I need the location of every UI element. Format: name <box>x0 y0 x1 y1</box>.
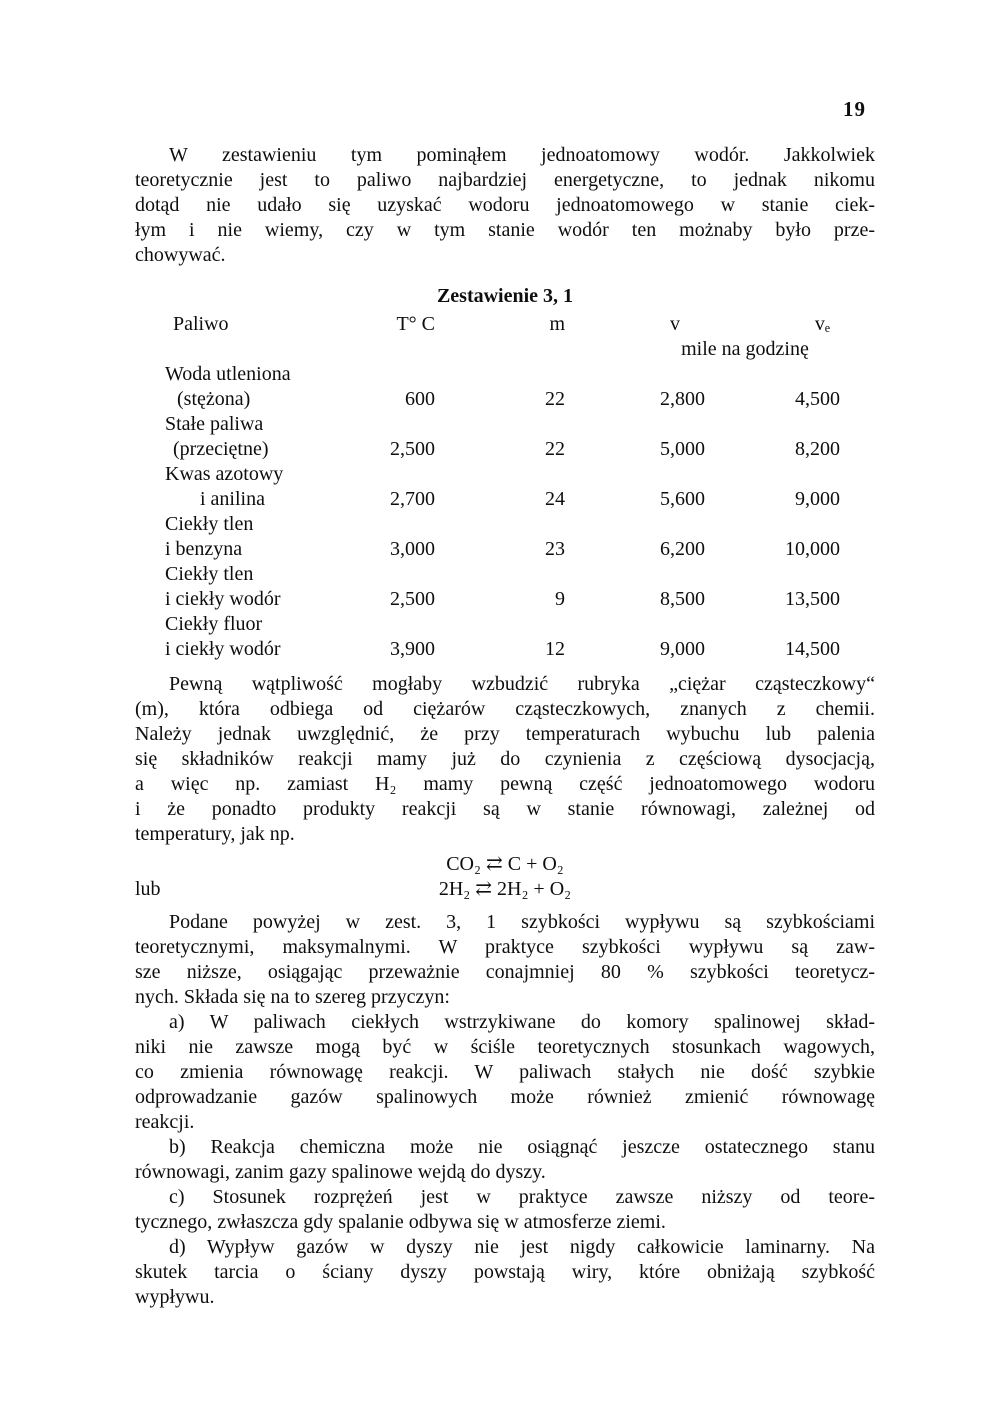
cell-v: 6,200 <box>660 538 705 560</box>
text-line: W zestawieniu tym pominąłem jednoatomowy wodór. Jakkolwiek <box>169 144 875 166</box>
fuel-name: Woda utleniona <box>165 363 291 385</box>
fuel-name: i ciekły wodór <box>165 588 281 610</box>
table-row <box>135 562 875 587</box>
cell-m: 12 <box>545 638 565 660</box>
text-line: d) Wypływ gazów w dyszy nie jest nigdy całkowicie laminarny. Na <box>169 1236 875 1258</box>
fuel-name: Stałe paliwa <box>165 413 264 435</box>
equation-lead-word: lub <box>135 878 161 900</box>
table-row <box>135 387 875 412</box>
page-number: 19 <box>843 97 866 121</box>
fuel-name: i ciekły wodór <box>165 638 281 660</box>
equation-co2: CO₂ ⇄ C + O₂ <box>446 853 564 875</box>
cell-v: 5,600 <box>660 488 705 510</box>
text-line: się składników reakcji mamy już do czynienia z częściową dysocjacją, <box>135 748 875 770</box>
table-header-row <box>135 312 875 337</box>
equation-h2: 2H₂ ⇄ 2H₂ + O₂ <box>438 878 572 900</box>
text-line: c) Stosunek rozprężeń jest w praktyce zawsze niższy od teore- <box>169 1186 875 1208</box>
table-row <box>135 437 875 462</box>
table-row <box>135 512 875 537</box>
cell-ve: 14,500 <box>785 638 840 660</box>
text-line: tycznego, zwłaszcza gdy spalanie odbywa się w atmosferze ziemi. <box>135 1211 666 1233</box>
text-line: chowywać. <box>135 244 226 266</box>
text-line: dotąd nie udało się uzyskać wodoru jednoatomowego w stanie ciek- <box>135 194 875 216</box>
text-line: teoretycznie jest to paliwo najbardziej energetyczne, to jednak nikomu <box>135 169 875 191</box>
text-line: sze niższe, osiągając przeważnie conajmniej 80 % szybkości teoretycz- <box>135 961 875 983</box>
cell-temperature: 600 <box>405 388 435 410</box>
text-line: wypływu. <box>135 1286 215 1308</box>
table-row <box>135 462 875 487</box>
fuel-table <box>135 312 875 662</box>
text-line: Pewną wątpliwość mogłaby wzbudzić rubryka „ciężar cząsteczkowy“ <box>169 673 875 695</box>
text-line: odprowadzanie gazów spalinowych może również zmienić równowagę <box>135 1086 875 1108</box>
text-line: a) W paliwach ciekłych wstrzykiwane do komory spalinowej skład- <box>169 1011 875 1033</box>
cell-temperature: 2,700 <box>390 488 435 510</box>
fuel-name: (stężona) <box>177 388 251 410</box>
table-row <box>135 637 875 662</box>
text-line: nych. Składa się na to szereg przyczyn: <box>135 986 450 1008</box>
cell-ve: 4,500 <box>795 388 840 410</box>
table-unit-row <box>135 337 875 362</box>
text-line: i że ponadto produkty reakcji są w stanie równowagi, zależnej od <box>135 798 875 820</box>
fuel-name: i anilina <box>200 488 265 510</box>
table-row <box>135 487 875 512</box>
text-line: skutek tarcia o ściany dyszy powstają wiry, które obniżają szybkość <box>135 1261 875 1283</box>
text-line: niki nie zawsze mogą być w ściśle teoretycznych stosunkach wagowych, <box>135 1036 875 1058</box>
cell-v: 5,000 <box>660 438 705 460</box>
table-row <box>135 587 875 612</box>
cell-v: 9,000 <box>660 638 705 660</box>
table-row <box>135 362 875 387</box>
paragraph-podane <box>135 910 875 1010</box>
cell-m: 24 <box>545 488 565 510</box>
list-item-b <box>135 1135 875 1185</box>
page <box>135 0 875 1310</box>
cell-m: 22 <box>545 438 565 460</box>
text-line: Należy jednak uwzględnić, że przy temperaturach wybuchu lub palenia <box>135 723 875 745</box>
fuel-name: i benzyna <box>165 538 243 560</box>
column-header-temperature: T° C <box>396 313 435 335</box>
fuel-name: Kwas azotowy <box>165 463 284 485</box>
fuel-name: (przeciętne) <box>173 438 269 460</box>
cell-temperature: 3,900 <box>390 638 435 660</box>
column-header-paliwo: Paliwo <box>173 313 229 335</box>
column-header-ve: vₑ <box>814 313 830 335</box>
cell-m: 22 <box>545 388 565 410</box>
table-row <box>135 612 875 637</box>
table-row <box>135 412 875 437</box>
cell-m: 9 <box>555 588 565 610</box>
equation-block <box>135 852 875 902</box>
fuel-name: Ciekły tlen <box>165 513 254 535</box>
unit-note: mile na godzinę <box>681 338 809 360</box>
list-item-a <box>135 1010 875 1135</box>
text-line: łym i nie wiemy, czy w tym stanie wodór ten możnaby było prze- <box>135 219 875 241</box>
cell-ve: 13,500 <box>785 588 840 610</box>
cell-temperature: 3,000 <box>390 538 435 560</box>
text-line: (m), która odbiega od ciężarów cząsteczkowych, znanych z chemii. <box>135 698 875 720</box>
text-line: Podane powyżej w zest. 3, 1 szybkości wypływu są szybkościami <box>169 911 875 933</box>
fuel-name: Ciekły fluor <box>165 613 263 635</box>
cell-v: 2,800 <box>660 388 705 410</box>
text-line: b) Reakcja chemiczna może nie osiągnąć jeszcze ostatecznego stanu <box>169 1136 875 1158</box>
cell-ve: 8,200 <box>795 438 840 460</box>
paragraph-pewna <box>135 672 875 847</box>
cell-temperature: 2,500 <box>390 588 435 610</box>
paragraph-intro <box>135 143 875 268</box>
text-line: a więc np. zamiast H₂ mamy pewną część jednoatomowego wodoru <box>135 773 875 795</box>
column-header-m: m <box>549 313 565 335</box>
list-item-c <box>135 1185 875 1235</box>
fuel-name: Ciekły tlen <box>165 563 254 585</box>
cell-m: 23 <box>545 538 565 560</box>
list-item-d <box>135 1235 875 1310</box>
text-line: temperatury, jak np. <box>135 823 295 845</box>
cell-temperature: 2,500 <box>390 438 435 460</box>
text-line: reakcji. <box>135 1111 195 1133</box>
table-title: Zestawienie 3, 1 <box>436 285 574 307</box>
text-line: równowagi, zanim gazy spalinowe wejdą do dyszy. <box>135 1161 546 1183</box>
text-line: teoretycznymi, maksymalnymi. W praktyce szybkości wypływu są zaw- <box>135 936 875 958</box>
cell-v: 8,500 <box>660 588 705 610</box>
table-row <box>135 537 875 562</box>
text-line: co zmienia równowagę reakcji. W paliwach stałych nie dość szybkie <box>135 1061 875 1083</box>
cell-ve: 9,000 <box>795 488 840 510</box>
column-header-v: v <box>670 313 680 335</box>
cell-ve: 10,000 <box>785 538 840 560</box>
